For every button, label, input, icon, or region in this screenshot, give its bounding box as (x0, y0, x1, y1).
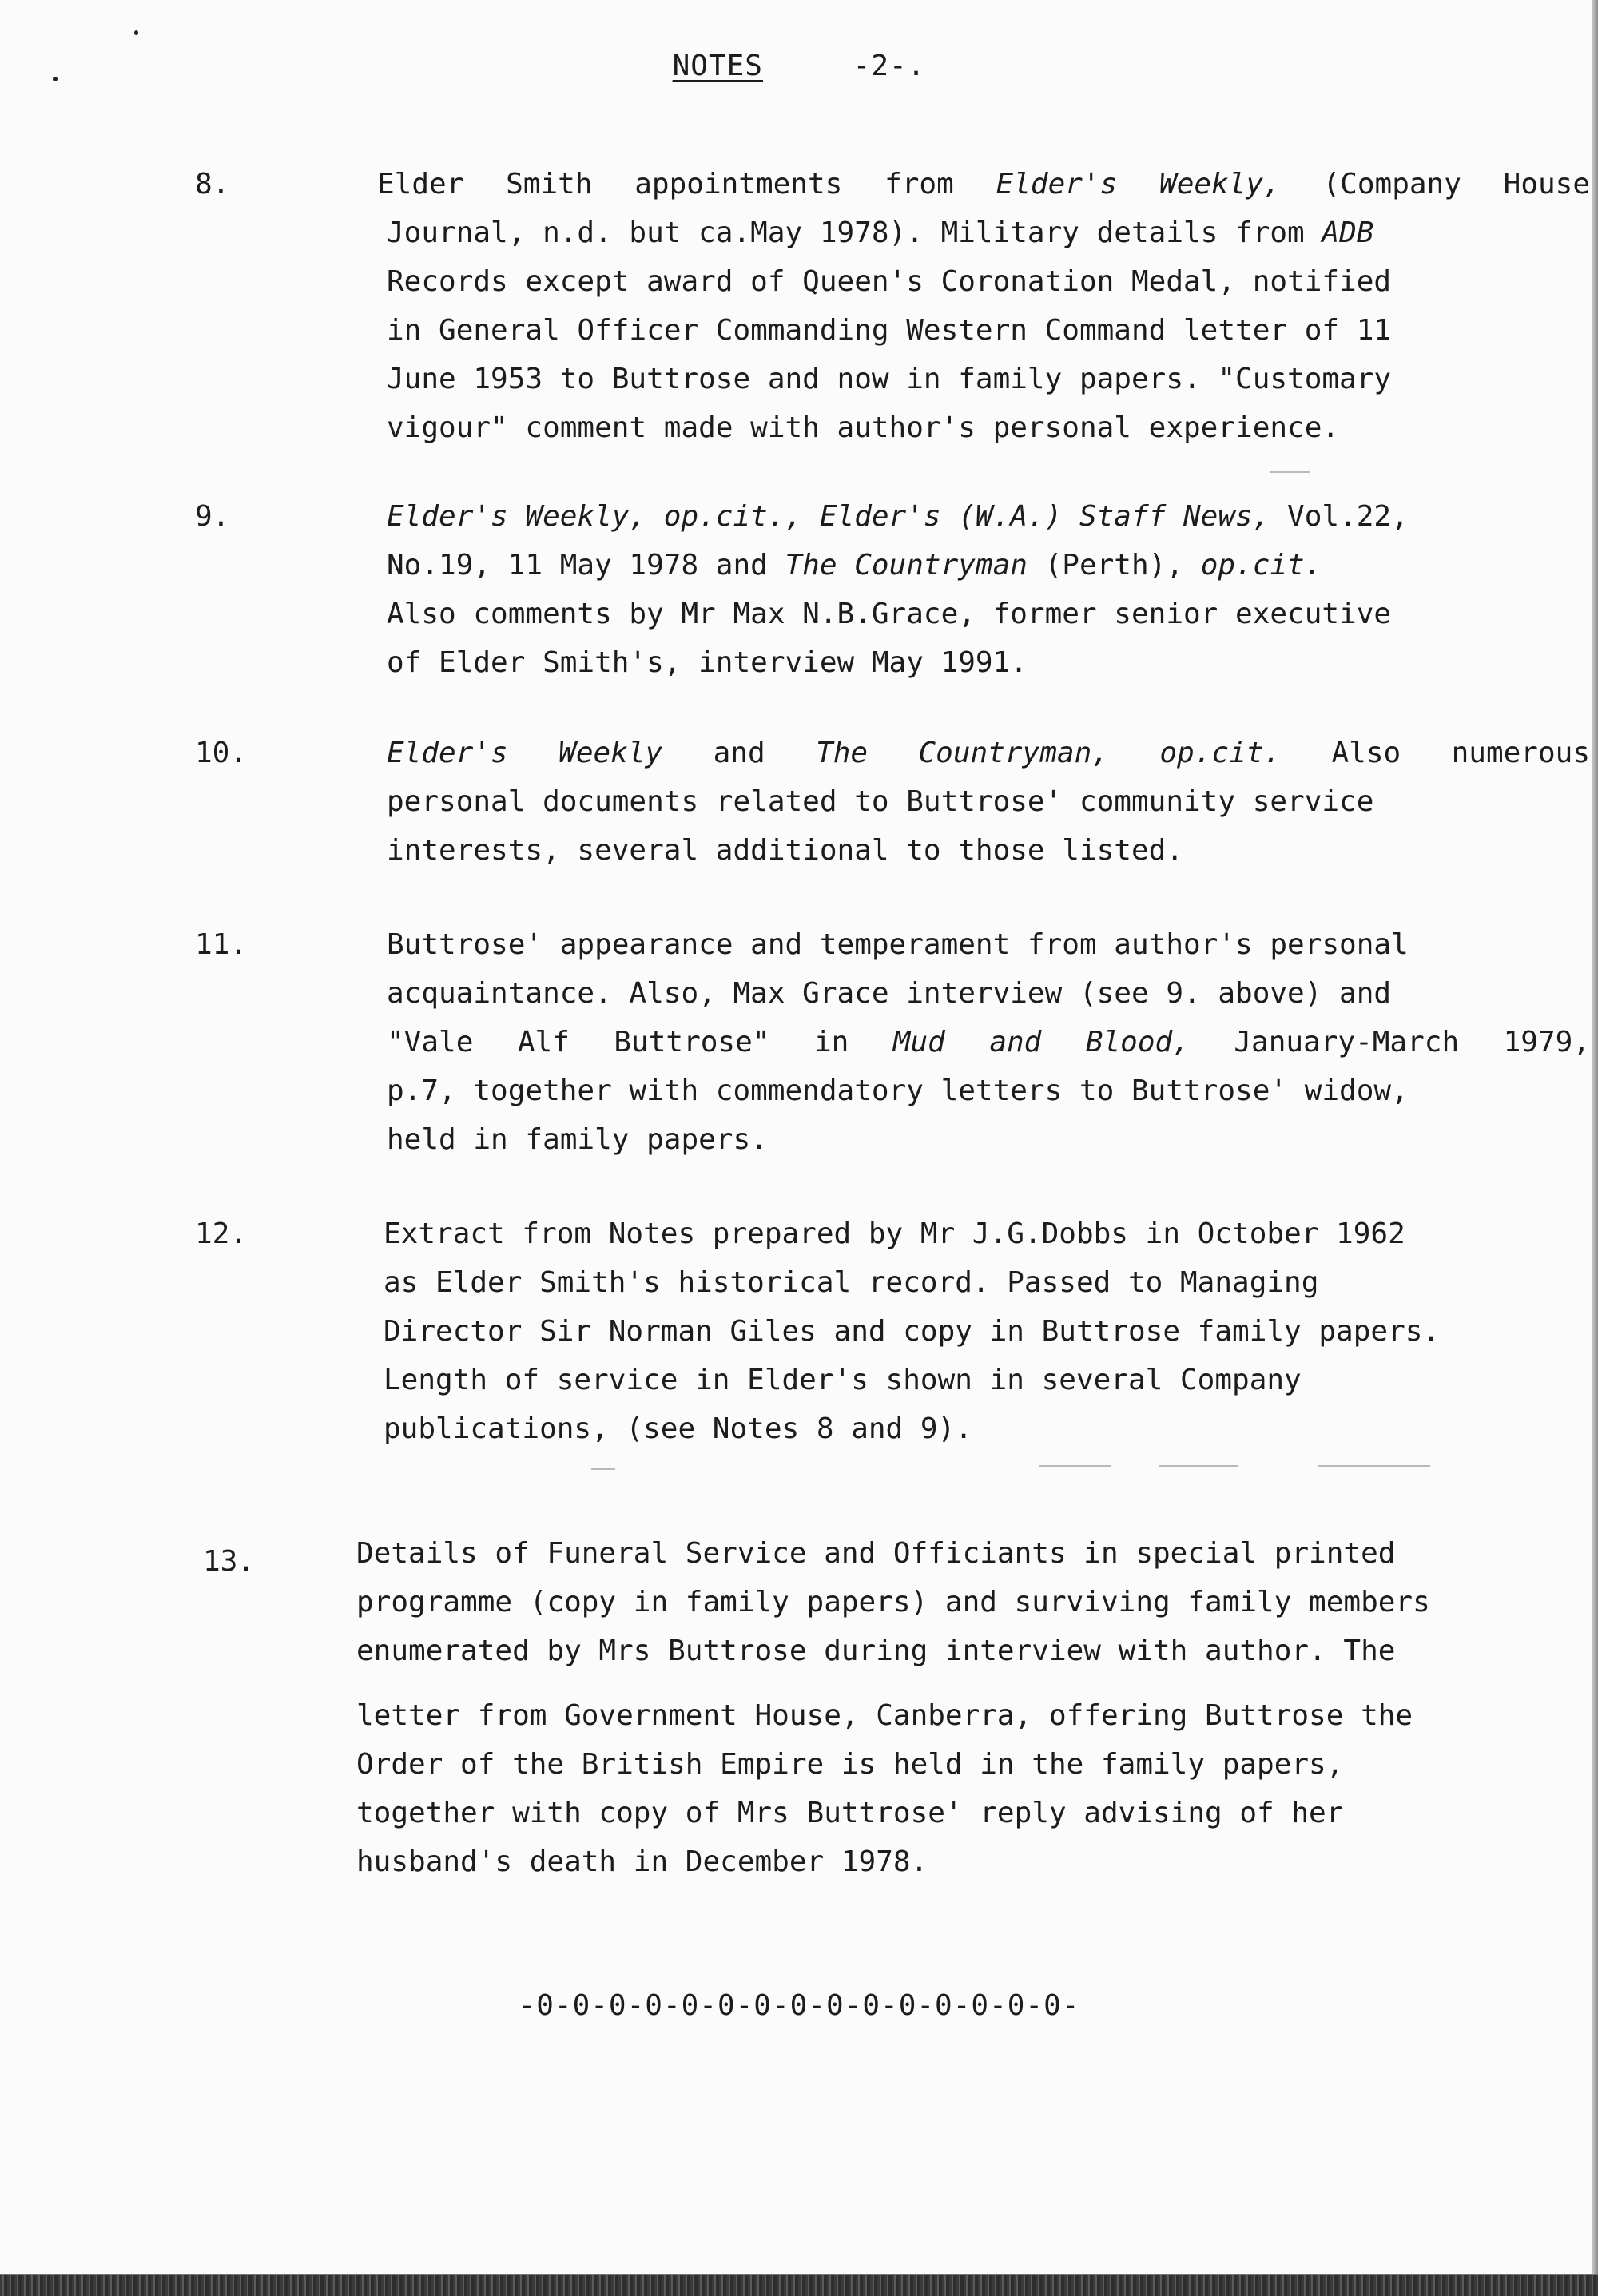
note-number: 10. (195, 737, 248, 769)
note-line: Elder's Weekly, op.cit., Elder's (W.A.) Staff News, Vol.22, (387, 500, 1409, 533)
note-line: Buttrose' appearance and temperament from author's personal (387, 928, 1409, 961)
note-text (387, 492, 1561, 687)
note-line: Elder Smith appointments from Elder's Weekly, (Company House (377, 168, 1591, 201)
note-number: 9. (195, 500, 230, 533)
note-line: enumerated by Mrs Buttrose during interview with author. The (356, 1635, 1396, 1667)
note-line: in General Officer Commanding Western Command letter of 11 (387, 314, 1392, 347)
end-separator: -0-0-0-0-0-0-0-0-0-0-0-0-0-0-0- (518, 1989, 1080, 2022)
note-number: 11. (195, 928, 248, 961)
note-line: publications, (see Notes 8 and 9). (384, 1412, 972, 1445)
note-line: Details of Funeral Service and Officiants in special printed (356, 1537, 1396, 1570)
page-number: -2-. (853, 50, 926, 82)
note-line: letter from Government House, Canberra, offering Buttrose the (356, 1699, 1413, 1732)
note-line: as Elder Smith's historical record. Passed to Managing (384, 1266, 1319, 1299)
note-text (387, 729, 1590, 875)
scan-edge-right (1592, 0, 1598, 2296)
note-line: interests, several additional to those listed. (387, 834, 1183, 867)
scan-edge-bottom (0, 2274, 1598, 2296)
note-line: of Elder Smith's, interview May 1991. (387, 646, 1028, 679)
note-line: June 1953 to Buttrose and now in family papers. "Customary (387, 363, 1392, 395)
page-header (0, 50, 1598, 82)
note-line: Elder's Weekly and The Countryman, op.cit. Also numerous (387, 737, 1590, 769)
note-line: Order of the British Empire is held in the family papers, (356, 1748, 1344, 1781)
note-line: "Vale Alf Buttrose" in Mud and Blood, January-March 1979, (387, 1026, 1590, 1059)
note-line: Also comments by Mr Max N.B.Grace, former senior executive (387, 598, 1392, 630)
scan-speck (134, 30, 138, 35)
note-text (356, 1529, 1571, 1886)
note-line: No.19, 11 May 1978 and The Countryman (Perth), op.cit. (387, 549, 1322, 582)
note-line: Records except award of Queen's Coronation Medal, notified (387, 265, 1392, 298)
note-number: 13. (203, 1545, 256, 1578)
note-number: 12. (195, 1218, 248, 1250)
note-line: Length of service in Elder's shown in several Company (384, 1364, 1302, 1396)
note-text (377, 160, 1590, 452)
note-line: Director Sir Norman Giles and copy in Buttrose family papers. (384, 1315, 1441, 1348)
note-line: Extract from Notes prepared by Mr J.G.Dobbs in October 1962 (384, 1218, 1405, 1250)
scan-artifact (1039, 1465, 1111, 1467)
note-number: 8. (195, 168, 230, 201)
note-line: vigour" comment made with author's personal experience. (387, 411, 1340, 444)
scan-artifact (1318, 1465, 1430, 1467)
note-line: held in family papers. (387, 1123, 768, 1156)
scan-artifact (591, 1468, 615, 1470)
note-line: Journal, n.d. but ca.May 1978). Military details from ADB (387, 216, 1374, 249)
note-line: programme (copy in family papers) and surviving family members (356, 1586, 1430, 1619)
note-line: together with copy of Mrs Buttrose' reply advising of her (356, 1797, 1344, 1829)
note-text (387, 920, 1590, 1164)
note-text (384, 1210, 1587, 1453)
note-line: husband's death in December 1978. (356, 1845, 928, 1878)
note-line: p.7, together with commendatory letters to Buttrose' widow, (387, 1075, 1409, 1107)
note-line: personal documents related to Buttrose' community service (387, 785, 1374, 818)
note-line: acquaintance. Also, Max Grace interview (see 9. above) and (387, 977, 1392, 1010)
scan-artifact (1159, 1465, 1238, 1467)
page-title: NOTES (672, 50, 763, 82)
scan-artifact (1270, 471, 1310, 473)
